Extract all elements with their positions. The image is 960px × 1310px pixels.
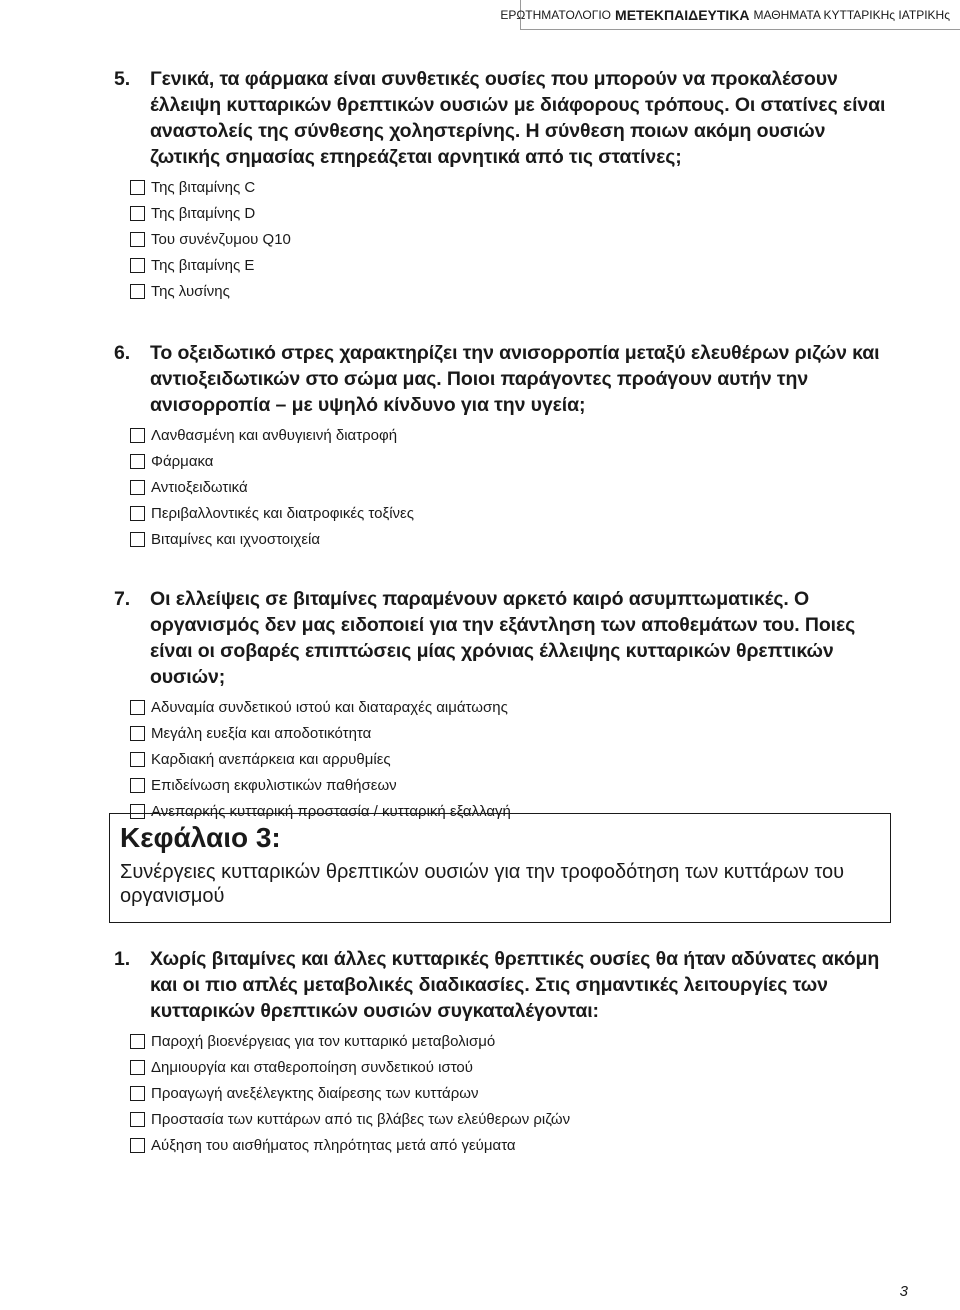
option[interactable] xyxy=(130,1106,897,1132)
option[interactable] xyxy=(130,1028,897,1054)
question-number: 7. xyxy=(114,588,131,610)
question-number: 1. xyxy=(114,948,131,970)
option[interactable] xyxy=(130,474,897,500)
option[interactable] xyxy=(130,720,897,746)
checkbox[interactable] xyxy=(130,752,145,767)
option[interactable] xyxy=(130,278,897,304)
header-prefix: ΕΡΩΤΗΜΑΤΟΛΟΓΙΟ xyxy=(500,7,612,22)
checkbox[interactable] xyxy=(130,726,145,741)
option[interactable] xyxy=(130,174,897,200)
option[interactable] xyxy=(130,252,897,278)
option-label: Της λυσίνης xyxy=(151,282,230,300)
checkbox[interactable] xyxy=(130,1034,145,1049)
checkbox[interactable] xyxy=(130,206,145,221)
chapter-heading xyxy=(109,813,891,923)
option[interactable] xyxy=(130,1080,897,1106)
options-list xyxy=(92,694,897,824)
option-label: Της βιταμίνης D xyxy=(151,204,256,222)
option-label: Βιταμίνες και ιχνοστοιχεία xyxy=(151,530,321,548)
checkbox[interactable] xyxy=(130,232,145,247)
checkbox[interactable] xyxy=(130,454,145,469)
option-label: Του συνένζυμου Q10 xyxy=(151,230,291,248)
chapter-title: Κεφάλαιο 3: xyxy=(120,822,281,853)
option[interactable] xyxy=(130,746,897,772)
page-number: 3 xyxy=(899,1283,908,1300)
option-label: Της βιταμίνης E xyxy=(151,256,255,274)
option-label: Αδυναμία συνδετικού ιστού και διαταραχές αιμάτωσης xyxy=(151,698,508,716)
checkbox[interactable] xyxy=(130,778,145,793)
question-text: Οι ελλείψεις σε βιταμίνες παραμένουν αρκετό καιρό ασυμπτωματικές. Ο οργανισμός δεν μας ειδοποιεί για την εξάντληση των αποθεμάτων του. Ποιες είναι οι σοβαρές επιπτώσεις μίας χρόνιας έλλειψης κυτταρικών θρεπτικών ουσιών; xyxy=(150,588,856,688)
option[interactable] xyxy=(130,226,897,252)
options-list xyxy=(92,1028,897,1158)
question-text: Γενικά, τα φάρμακα είναι συνθετικές ουσίες που μπορούν να προκαλέσουν έλλειψη κυτταρικών θρεπτικών ουσιών με διάφορους τρόπους. Οι στατίνες είναι αναστολείς της σύνθεσης χοληστερίνης. Η σύνθεση ποιων ακόμη ουσιών ζωτικής σημασίας επηρεάζεται αρνητικά από τις στατίνες; xyxy=(150,68,886,168)
option-label: Ανεπαρκής κυτταρική προστασία / κυτταρική εξαλλαγή xyxy=(151,802,511,820)
running-header xyxy=(500,0,960,30)
question-number: 5. xyxy=(114,68,131,90)
option-label: Προαγωγή ανεξέλεγκτης διαίρεσης των κυττάρων xyxy=(151,1084,479,1102)
option[interactable] xyxy=(130,200,897,226)
option-label: Επιδείνωση εκφυλιστικών παθήσεων xyxy=(151,776,397,794)
option[interactable] xyxy=(130,526,897,552)
option-label: Προστασία των κυττάρων από τις βλάβες των ελεύθερων ριζών xyxy=(151,1110,571,1128)
option-label: Περιβαλλοντικές και διατροφικές τοξίνες xyxy=(151,504,414,522)
option[interactable] xyxy=(130,772,897,798)
chapter-subtitle: Συνέργειες κυτταρικών θρεπτικών ουσιών για την τροφοδότηση των κυττάρων του οργανισμού xyxy=(120,861,845,907)
checkbox[interactable] xyxy=(130,428,145,443)
option-label: Της βιταμίνης C xyxy=(151,178,256,196)
option[interactable] xyxy=(130,448,897,474)
checkbox[interactable] xyxy=(130,1060,145,1075)
option-label: Αύξηση του αισθήματος πληρότητας μετά από γεύματα xyxy=(151,1136,516,1154)
question-5 xyxy=(92,66,897,304)
checkbox[interactable] xyxy=(130,1138,145,1153)
checkbox[interactable] xyxy=(130,700,145,715)
checkbox[interactable] xyxy=(130,284,145,299)
checkbox[interactable] xyxy=(130,532,145,547)
question-1 xyxy=(92,946,897,1158)
question-text: Το οξειδωτικό στρες χαρακτηρίζει την ανισορροπία μεταξύ ελευθέρων ριζών και αντιοξειδωτικών στο σώμα μας. Ποιοι παράγοντες προάγουν αυτήν την ανισορροπία – με υψηλό κίνδυνο για την υγεία; xyxy=(150,342,880,416)
checkbox[interactable] xyxy=(130,1112,145,1127)
question-number: 6. xyxy=(114,342,131,364)
option[interactable] xyxy=(130,1054,897,1080)
option-label: Φάρμακα xyxy=(151,452,214,470)
option-label: Παροχή βιοενέργειας για τον κυτταρικό μεταβολισμό xyxy=(151,1032,496,1050)
option-label: Λανθασμένη και ανθυγιεινή διατροφή xyxy=(151,426,398,444)
question-6 xyxy=(92,340,897,552)
options-list xyxy=(92,174,897,304)
question-text: Χωρίς βιταμίνες και άλλες κυτταρικές θρεπτικές ουσίες θα ήταν αδύνατες ακόμη και οι πιο απλές μεταβολικές διαδικασίες. Στις σημαντικές λειτουργίες των κυτταρικών θρεπτικών ουσιών συγκαταλέγονται: xyxy=(150,948,880,1022)
option-label: Μεγάλη ευεξία και αποδοτικότητα xyxy=(151,724,372,742)
checkbox[interactable] xyxy=(130,258,145,273)
header-suffix: ΜΑΘΗΜΑΤΑ ΚΥΤΤΑΡΙΚΗς ΙΑΤΡΙΚΗς xyxy=(753,7,950,22)
checkbox[interactable] xyxy=(130,506,145,521)
options-list xyxy=(92,422,897,552)
option[interactable] xyxy=(130,694,897,720)
checkbox[interactable] xyxy=(130,180,145,195)
option-label: Δημιουργία και σταθεροποίηση συνδετικού ιστού xyxy=(151,1058,473,1076)
option[interactable] xyxy=(130,422,897,448)
option-label: Αντιοξειδωτικά xyxy=(151,478,248,496)
option-label: Καρδιακή ανεπάρκεια και αρρυθμίες xyxy=(151,750,391,768)
question-7 xyxy=(92,586,897,824)
option[interactable] xyxy=(130,500,897,526)
option[interactable] xyxy=(130,1132,897,1158)
header-brand: ΜΕΤΕΚΠΑΙΔΕΥΤΙΚΑ xyxy=(615,6,750,23)
checkbox[interactable] xyxy=(130,1086,145,1101)
checkbox[interactable] xyxy=(130,480,145,495)
